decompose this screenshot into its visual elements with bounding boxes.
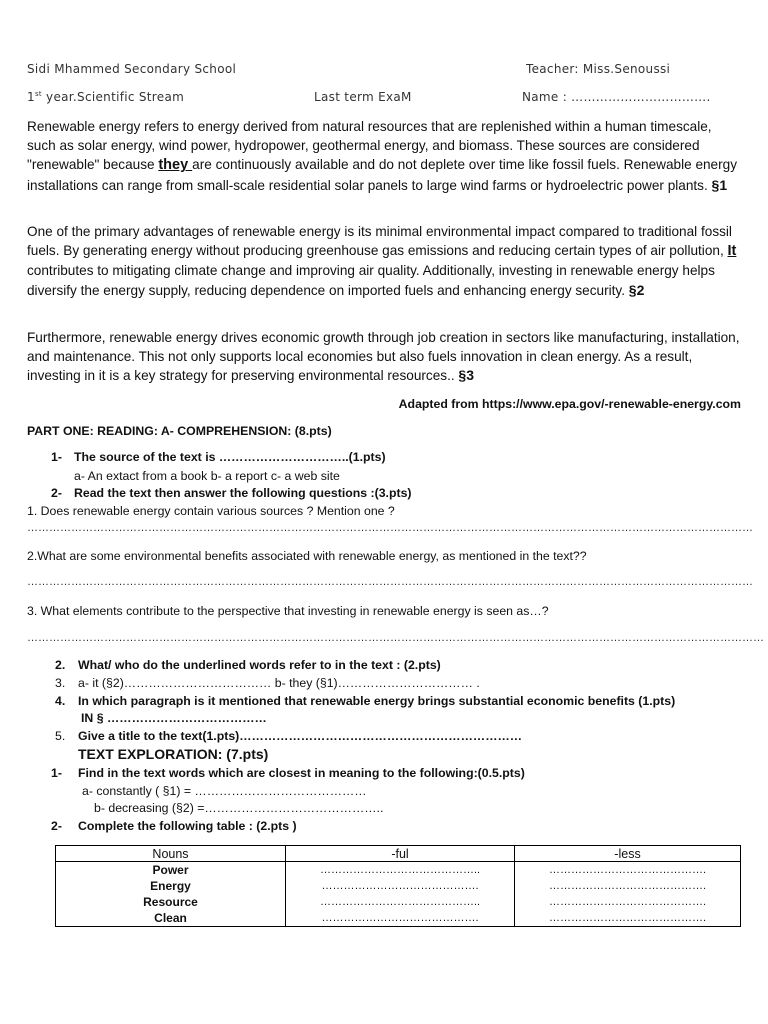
header-nouns: Nouns xyxy=(56,846,286,862)
noun-cell: Resource xyxy=(56,894,286,910)
paragraph-2-mark: §2 xyxy=(628,281,645,298)
noun-cell: Power xyxy=(56,862,286,879)
table-header-row xyxy=(56,846,741,862)
paragraph-1-mark: §1 xyxy=(711,176,728,193)
paragraph-2: One of the primary advantages of renewable energy is its minimal environmental impact compared to traditional fossil fuels. By generating energy without producing greenhouse gas emissions and reducing certain types of air pollution, It contributes to mitigating climate change and improving air quality. Additionally, investing in renewable energy helps diversify the energy supply, reducing dependence on imported fuels and enhancing energy security. §2 xyxy=(27,224,737,298)
year-number: 1 xyxy=(27,90,35,104)
underlined-they: they xyxy=(158,157,193,174)
answer-line-1: ……………………………………………………………………………………………………………………………………………………………………………… xyxy=(27,522,753,534)
less-blank: ……………………………………. xyxy=(515,878,741,894)
header-ful: -ful xyxy=(286,846,515,862)
n3-text: a- it (§2)……………………………… b- they (§1)…………………………… . xyxy=(78,676,480,690)
sub-question-3: 3. What elements contribute to the perspective that investing in renewable energy is seen as…? xyxy=(27,604,549,618)
n2-number: 2. xyxy=(55,658,66,672)
e1-text: Find in the text words which are closest in meaning to the following:(0.5.pts) xyxy=(78,766,525,780)
text-source: Adapted from https://www.epa.gov/-renewable-energy.com xyxy=(398,397,741,411)
e1-a: a- constantly ( §1) = …………………………………… xyxy=(82,784,367,798)
n2-text: What/ who do the underlined words refer to in the text : (2.pts) xyxy=(78,658,441,672)
teacher-name: Teacher: Miss.Senoussi xyxy=(526,62,671,76)
paragraph-1: Renewable energy refers to energy derived from natural resources that are replenished within a human timescale, such as solar energy, wind power, hydropower, geothermal energy, and biomass. These sources are considered "renewable" because they are continuously available and do not deplete over time like fossil fuels. Renewable energy installations can range from small-scale residential solar panels to large wind farms or hydroelectric power plants. §1 xyxy=(27,119,738,193)
ful-blank: …………………………………….. xyxy=(286,862,515,879)
q1-number: 1- xyxy=(51,450,62,464)
n3-number: 3. xyxy=(55,676,66,690)
paragraph-3: Furthermore, renewable energy drives economic growth through job creation in sectors like manufacturing, installation, and maintenance. This not only supports local economies but also fuels innovation in clean energy. As a result, investing in it is a key strategy for preserving environmental resources.. §3 xyxy=(27,330,740,384)
paragraph-3-mark: §3 xyxy=(458,367,474,384)
table-row xyxy=(56,910,741,927)
n5-number: 5. xyxy=(55,729,66,743)
q1-options: a- An extact from a book b- a report c- a web site xyxy=(74,469,340,483)
underlined-it: It xyxy=(727,243,737,260)
header-less: -less xyxy=(515,846,741,862)
noun-cell: Clean xyxy=(56,910,286,927)
student-name-field: Name : ……………………………. xyxy=(522,90,711,104)
school-name: Sidi Mhammed Secondary School xyxy=(27,62,237,76)
e1-b: b- decreasing (§2) =…………………………………….. xyxy=(94,801,384,815)
ful-blank: ……………………………………. xyxy=(286,878,515,894)
e1-number: 1- xyxy=(51,766,62,780)
n4-text: In which paragraph is it mentioned that renewable energy brings substantial economic benefits (1.pts) xyxy=(78,694,676,708)
e2-text: Complete the following table : (2.pts ) xyxy=(78,819,297,833)
ful-blank: …………………………………….. xyxy=(286,894,515,910)
table-row xyxy=(56,878,741,894)
noun-cell: Energy xyxy=(56,878,286,894)
answer-line-3: ………………………………………………………………………………………………………………………………………………………………………………… xyxy=(27,632,764,644)
sub-question-1: 1. Does renewable energy contain various sources ? Mention one ? xyxy=(27,504,395,518)
less-blank: ……………………………………. xyxy=(515,894,741,910)
text-exploration-title: TEXT EXPLORATION: (7.pts) xyxy=(78,746,269,762)
exam-title: Last term ExaM xyxy=(314,90,412,104)
table-row xyxy=(56,862,741,879)
n4-answer: IN § ………………………………… xyxy=(81,711,267,725)
e2-number: 2- xyxy=(51,819,62,833)
n4-number: 4. xyxy=(55,694,66,708)
year-stream-label: year.Scientific Stream xyxy=(41,90,185,104)
word-formation-table xyxy=(55,845,741,927)
year-stream xyxy=(27,90,184,104)
less-blank: ……………………………………. xyxy=(515,862,741,879)
sub-question-2: 2.What are some environmental benefits associated with renewable energy, as mentioned in the text?? xyxy=(27,549,587,563)
ful-blank: ……………………………………. xyxy=(286,910,515,927)
less-blank: ……………………………………. xyxy=(515,910,741,927)
q2-number: 2- xyxy=(51,486,62,500)
answer-line-2: ……………………………………………………………………………………………………………………………………………………………………………… xyxy=(27,576,753,588)
n5-text: Give a title to the text(1.pts)…………………………………………………………… xyxy=(78,729,523,743)
q2-text: Read the text then answer the following questions :(3.pts) xyxy=(74,486,412,500)
q1-text: The source of the text is …………………………..(1.pts) xyxy=(74,450,386,464)
part-one-title: PART ONE: READING: A- COMPREHENSION: (8.pts) xyxy=(27,424,332,438)
table-row xyxy=(56,894,741,910)
year-superscript: st xyxy=(34,90,42,98)
